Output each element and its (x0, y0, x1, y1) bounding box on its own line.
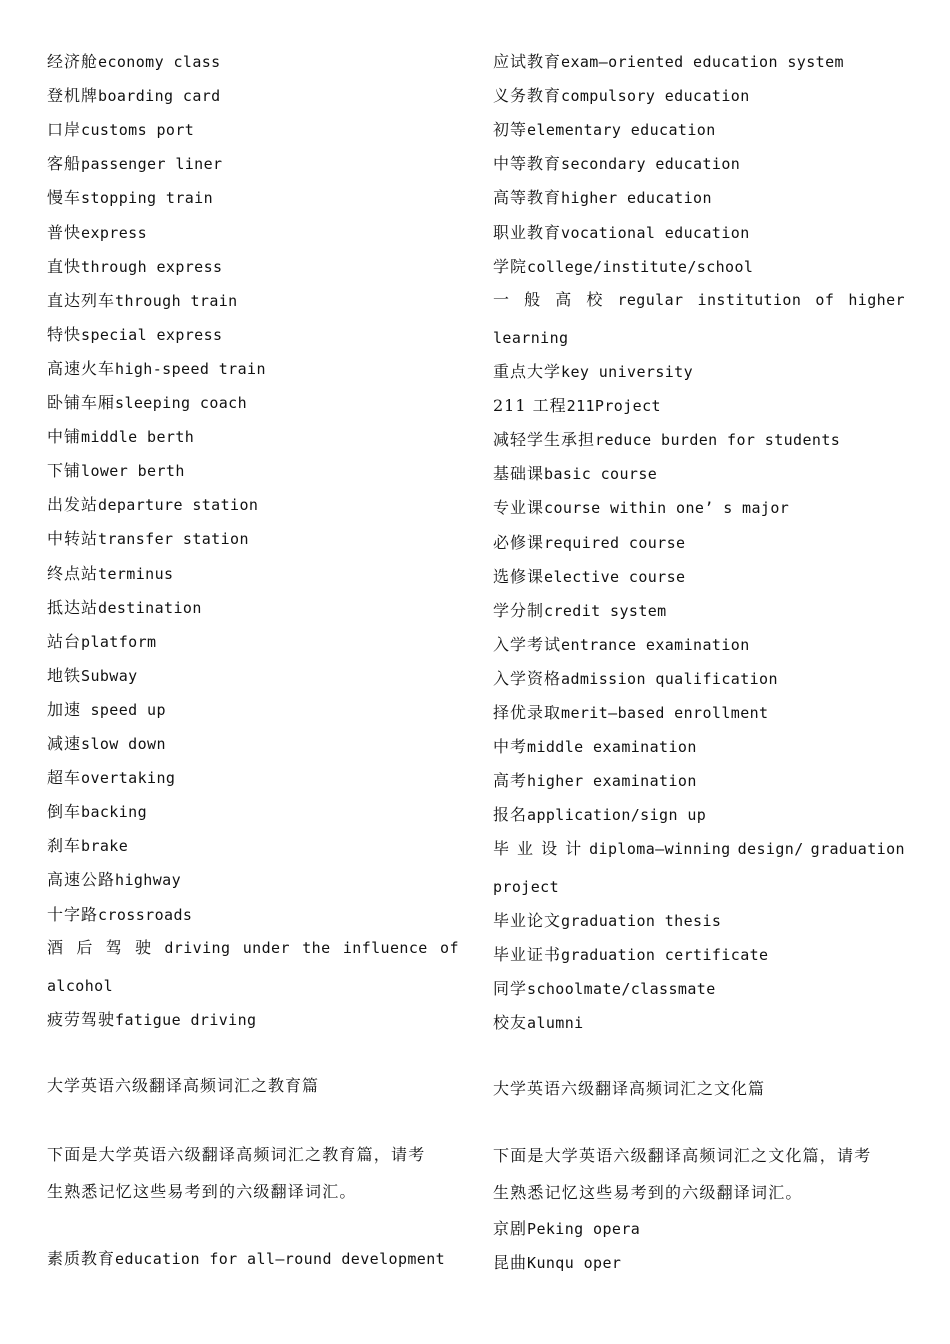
vocab-entry (493, 635, 905, 655)
vocab-english: credit system (544, 601, 667, 620)
vocab-chinese: 高速公路 (47, 870, 116, 890)
vocab-english: through express (81, 257, 223, 276)
vocab-english: exam—oriented education system (561, 53, 844, 71)
vocab-word: 后 (76, 938, 94, 957)
vocab-chinese: 毕业论文 (493, 911, 562, 930)
vocab-english: backing (81, 803, 148, 822)
vocab-chinese: 入学资格 (493, 668, 562, 688)
vocab-english: through train (115, 291, 238, 310)
vocab-english: Kunqu oper (527, 1254, 622, 1273)
vocab-entry (493, 601, 905, 621)
vocab-entry (47, 836, 459, 856)
vocab-chinese: 下铺 (47, 461, 82, 481)
vocab-chinese: 必修课 (493, 532, 545, 552)
vocab-chinese: 重点大学 (493, 362, 562, 381)
vocab-english: reduce burden for students (595, 431, 841, 450)
vocab-english: higher education (561, 189, 712, 208)
vocab-entry (47, 598, 459, 618)
vocab-chinese: 高等教育 (493, 188, 562, 208)
vocab-entry (47, 52, 459, 72)
vocab-entry (493, 805, 905, 825)
vocab-entry (47, 870, 459, 890)
vocab-chinese: 校友 (493, 1013, 528, 1033)
vocab-chinese: 高速火车 (47, 358, 116, 378)
vocab-english: middle examination (527, 738, 697, 757)
vocab-chinese: 职业教育 (493, 222, 562, 242)
section-intro: 生熟悉记忆这些易考到的六级翻译词汇。 (47, 1182, 357, 1201)
vocab-chinese: 卧铺车厢 (47, 393, 116, 412)
vocab-entry (493, 362, 905, 382)
section-intro: 下面是大学英语六级翻译高频词汇之文化篇，请考 (493, 1146, 872, 1165)
vocab-entry (47, 86, 459, 106)
vocab-english: Peking opera (527, 1220, 641, 1238)
vocab-entry (493, 464, 905, 484)
vocab-english: elective course (544, 567, 686, 586)
vocab-chinese: 选修课 (493, 566, 545, 586)
vocab-entry-justified (493, 290, 905, 310)
vocab-word: design/ (737, 840, 804, 858)
vocab-english: platform (81, 632, 157, 651)
vocab-chinese: 初等 (493, 120, 528, 140)
vocab-chinese: 素质教育 (47, 1249, 116, 1268)
vocab-english: graduation certificate (561, 946, 769, 965)
vocab-chinese: 减速 (47, 734, 82, 753)
vocab-chinese: 慢车 (47, 188, 82, 208)
vocab-english: alumni (527, 1014, 584, 1033)
vocab-word: 设 (541, 839, 559, 858)
vocab-english: basic course (544, 465, 658, 484)
vocab-entry (47, 700, 459, 720)
vocab-english: crossroads (98, 905, 193, 924)
vocab-english: graduation thesis (561, 912, 722, 930)
vocab-chinese: 直达列车 (47, 290, 116, 310)
vocab-chinese: 十字路 (47, 904, 99, 924)
vocab-entry (493, 911, 905, 931)
vocab-entry (47, 120, 459, 140)
vocab-english: elementary education (527, 121, 716, 140)
vocab-entry (47, 768, 459, 788)
vocab-chinese: 报名 (493, 805, 528, 825)
vocab-entry-justified (47, 938, 459, 958)
vocab-english: terminus (98, 564, 174, 583)
vocab-english: vocational education (561, 223, 750, 242)
vocab-entry (493, 1013, 905, 1033)
vocab-continuation: learning (493, 329, 569, 347)
vocab-entry (47, 188, 459, 208)
vocab-word: 校 (586, 290, 604, 309)
vocab-chinese: 昆曲 (493, 1253, 528, 1273)
vocab-chinese: 学院 (493, 256, 528, 276)
vocab-word: higher (848, 291, 905, 309)
vocab-entry (493, 430, 905, 450)
vocab-word: 般 (524, 290, 542, 309)
vocab-english: application/sign up (527, 806, 707, 825)
vocab-chinese: 普快 (47, 222, 82, 242)
vocab-entry (47, 257, 459, 277)
vocab-entry (493, 154, 905, 174)
vocab-english: admission qualification (561, 669, 778, 688)
vocab-entry (47, 802, 459, 822)
vocab-chinese: 义务教育 (493, 86, 562, 106)
vocab-english: customs port (81, 121, 195, 140)
vocab-entry (493, 223, 905, 243)
vocab-english: special express (81, 325, 223, 344)
vocab-english: entrance examination (561, 635, 750, 654)
vocab-english: course within one’ s major (544, 499, 790, 518)
vocab-english: stopping train (81, 189, 214, 208)
vocab-chinese: 加速 (47, 699, 82, 719)
vocab-english: slow down (81, 735, 166, 753)
section-intro: 生熟悉记忆这些易考到的六级翻译词汇。 (493, 1183, 803, 1202)
vocab-english: education for all—round development (115, 1250, 446, 1268)
vocab-word: under (242, 939, 290, 957)
vocab-entry (493, 533, 905, 553)
vocab-english: departure station (98, 496, 259, 515)
vocab-entry (47, 291, 459, 311)
vocab-entry (493, 1253, 905, 1273)
vocab-entry (493, 771, 905, 791)
vocab-entry (47, 325, 459, 345)
section-heading: 大学英语六级翻译高频词汇之教育篇 (47, 1076, 320, 1095)
vocab-chinese: 京剧 (493, 1219, 528, 1238)
vocab-word: 驾 (105, 938, 123, 957)
vocab-entry (493, 979, 905, 999)
vocab-entry (493, 257, 905, 277)
vocab-entry (47, 495, 459, 515)
vocab-word: regular (617, 291, 684, 309)
vocab-entry (47, 359, 459, 379)
vocab-word: institution (697, 291, 802, 309)
vocab-word: diploma—winning (589, 840, 731, 858)
vocab-english: higher examination (527, 772, 697, 791)
vocab-english: highway (115, 871, 182, 890)
vocab-chinese: 站台 (47, 631, 82, 651)
vocab-english: express (81, 223, 148, 242)
vocab-chinese: 登机牌 (47, 86, 99, 106)
vocab-english: 211Project (566, 397, 661, 416)
vocab-english: sleeping coach (115, 394, 248, 412)
vocab-entry (47, 632, 459, 652)
vocab-word: driving (164, 939, 231, 957)
vocab-chinese: 地铁 (47, 665, 82, 685)
vocab-english: transfer station (98, 530, 249, 549)
vocab-entry (47, 461, 459, 481)
vocab-entry (493, 737, 905, 757)
vocab-english: secondary education (561, 155, 741, 174)
vocab-chinese: 学分制 (493, 600, 545, 620)
vocab-chinese: 同学 (493, 979, 528, 999)
vocab-entry (493, 396, 905, 416)
vocab-chinese: 211 工程 (493, 396, 567, 416)
vocab-word: 业 (517, 839, 535, 858)
vocab-english: middle berth (81, 428, 195, 447)
vocab-chinese: 出发站 (47, 495, 99, 515)
vocab-chinese: 刹车 (47, 836, 82, 856)
vocab-chinese: 抵达站 (47, 597, 99, 617)
vocab-word: the (302, 939, 331, 957)
vocab-entry-justified (493, 839, 905, 859)
vocab-chinese: 中考 (493, 737, 528, 757)
vocab-chinese: 客船 (47, 154, 82, 174)
vocab-english: destination (98, 598, 202, 617)
vocab-chinese: 终点站 (47, 563, 99, 583)
vocab-chinese: 择优录取 (493, 703, 562, 722)
vocab-chinese: 中等教育 (493, 154, 562, 174)
vocab-chinese: 直快 (47, 256, 82, 276)
section-intro: 下面是大学英语六级翻译高频词汇之教育篇，请考 (47, 1145, 426, 1164)
vocab-chinese: 高考 (493, 771, 528, 791)
vocab-english: compulsory education (561, 87, 750, 106)
vocab-entry (47, 1249, 459, 1269)
vocab-chinese: 中转站 (47, 529, 99, 549)
vocab-english: schoolmate/classmate (527, 980, 716, 999)
vocab-chinese: 基础课 (493, 464, 545, 484)
vocab-word: of (815, 291, 835, 309)
vocab-entry (493, 669, 905, 689)
vocab-word: graduation (810, 840, 905, 858)
vocab-english: overtaking (81, 769, 176, 788)
vocab-chinese: 应试教育 (493, 52, 562, 71)
vocab-chinese: 经济舱 (47, 52, 99, 71)
vocab-word: 一 (493, 290, 511, 309)
vocab-entry (47, 1010, 459, 1030)
vocab-continuation: alcohol (47, 977, 114, 995)
vocab-word: 酒 (47, 938, 65, 957)
vocab-chinese: 倒车 (47, 802, 82, 822)
vocab-entry (493, 188, 905, 208)
vocab-entry (493, 567, 905, 587)
vocab-entry (47, 564, 459, 584)
vocab-entry (47, 223, 459, 243)
vocab-english: lower berth (81, 462, 185, 481)
vocab-english: boarding card (98, 87, 221, 106)
vocab-entry (47, 734, 459, 754)
vocab-english: Subway (81, 666, 138, 685)
vocab-entry (493, 52, 905, 72)
vocab-entry (47, 393, 459, 413)
vocab-english: economy class (98, 53, 221, 71)
vocab-chinese: 特快 (47, 324, 82, 344)
vocab-english: merit—based enrollment (561, 704, 769, 722)
vocab-word: 驶 (135, 938, 153, 957)
vocab-chinese: 专业课 (493, 498, 545, 518)
vocab-entry (493, 703, 905, 723)
section-heading: 大学英语六级翻译高频词汇之文化篇 (493, 1079, 766, 1098)
vocab-english: required course (544, 533, 686, 552)
vocab-chinese: 超车 (47, 768, 82, 788)
vocab-entry (493, 945, 905, 965)
vocab-word: influence (342, 939, 428, 957)
vocab-chinese: 入学考试 (493, 634, 562, 654)
vocab-english: high-speed train (115, 359, 266, 378)
vocab-entry (47, 154, 459, 174)
vocab-entry (47, 427, 459, 447)
vocab-entry (47, 666, 459, 686)
vocab-continuation: project (493, 878, 560, 896)
vocab-entry (47, 905, 459, 925)
vocab-chinese: 毕业证书 (493, 945, 562, 965)
vocab-word: 毕 (493, 839, 511, 858)
vocab-chinese: 疲劳驾驶 (47, 1010, 116, 1029)
vocab-word: 计 (565, 839, 583, 858)
vocab-entry (493, 86, 905, 106)
vocab-english: college/institute/school (527, 257, 754, 276)
vocab-entry (493, 1219, 905, 1239)
vocab-english: fatigue driving (115, 1011, 257, 1029)
vocab-chinese: 减轻学生承担 (493, 430, 596, 450)
vocab-word: 高 (555, 290, 573, 309)
vocab-entry (47, 529, 459, 549)
vocab-chinese: 中铺 (47, 427, 82, 447)
vocab-english: key university (561, 363, 694, 381)
vocab-entry (493, 120, 905, 140)
vocab-english: speed up (81, 700, 166, 719)
vocab-english: passenger liner (81, 155, 223, 174)
vocab-word: of (440, 939, 459, 957)
vocab-chinese: 口岸 (47, 120, 82, 140)
vocab-entry (493, 498, 905, 518)
vocab-english: brake (81, 837, 129, 856)
